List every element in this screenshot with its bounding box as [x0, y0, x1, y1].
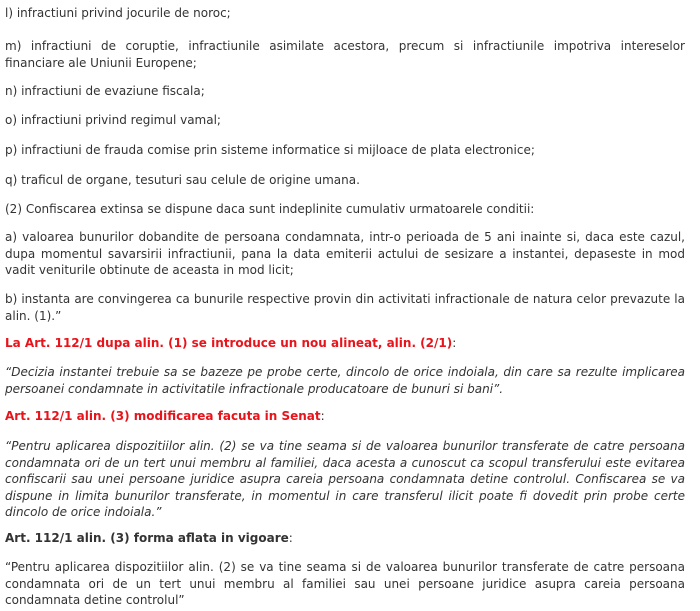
- condition-a: a) valoarea bunurilor dobandite de persoana condamnata, intr-o perioada de 5 ani inainte si, daca este cazul, dupa momentul savarsirii infractiunii, pana la data emiterii actului de sesizare a instantei, depaseste in mod vadit veniturile obtinute de aceasta in mod licit;: [5, 230, 685, 277]
- item-o: o) infractiuni privind regimul vamal;: [5, 113, 221, 127]
- section-2-heading: Art. 112/1 alin. (3) modificarea facuta in Senat: [5, 409, 321, 423]
- item-l: l) infractiuni privind jocurile de noroc;: [5, 6, 231, 20]
- section-2-heading-line: [5, 408, 685, 425]
- item-m: m) infractiuni de coruptie, infractiunile asimilate acestora, precum si infractiunile impotriva intereselor financiare ale Uniunii Europene;: [5, 39, 685, 70]
- section-2-colon: :: [320, 409, 325, 423]
- condition-b: b) instanta are convingerea ca bunurile respective provin din activitati infractionale de natura celor prevazute la alin. (1).”: [5, 292, 685, 323]
- section-3-heading-line: [5, 530, 685, 547]
- section-2-quote: “Pentru aplicarea dispozitiilor alin. (2) se va tine seama si de valoarea bunurilor transferate de catre persoana condamnata ori de un tert unui membru al familiei, daca acesta a cunoscut ca scopul transferului este evitarea confiscarii sau unei persoane juridice asupra careia persoana condamnata detine controlul. Confiscarea se va dispune in limita bunurilor transferate, in momentul in care transferul ilicit poate fi dovedit prin probe certe dincolo de orice indoiala.”: [5, 439, 685, 519]
- paragraph-2: (2) Confiscarea extinsa se dispune daca sunt indeplinite cumulativ urmatoarele conditii:: [5, 202, 535, 216]
- item-p: p) infractiuni de frauda comise prin sisteme informatice si mijloace de plata electronice;: [5, 143, 535, 157]
- section-1-quote: “Decizia instantei trebuie sa se bazeze pe probe certe, dincolo de orice indoiala, din care sa rezulte implicarea persoanei condamnate in activitatile infractionale producatoare de bunuri si bani”.: [5, 365, 685, 396]
- section-3-colon: :: [288, 531, 293, 545]
- section-1-colon: :: [452, 336, 457, 350]
- section-3-quote: “Pentru aplicarea dispozitiilor alin. (2) se va tine seama si de valoarea bunurilor transferate de catre persoana condamnata ori de un tert unui membru al familiei sau unei persoane juridice asupra careia persoana condamnata detine controlul”: [5, 560, 685, 607]
- section-1-heading: La Art. 112/1 dupa alin. (1) se introduce un nou alineat, alin. (2/1): [5, 336, 453, 350]
- section-1-heading-line: [5, 335, 685, 352]
- item-q: q) traficul de organe, tesuturi sau celule de origine umana.: [5, 173, 360, 187]
- item-n: n) infractiuni de evaziune fiscala;: [5, 84, 205, 98]
- section-3-heading: Art. 112/1 alin. (3) forma aflata in vigoare: [5, 531, 289, 545]
